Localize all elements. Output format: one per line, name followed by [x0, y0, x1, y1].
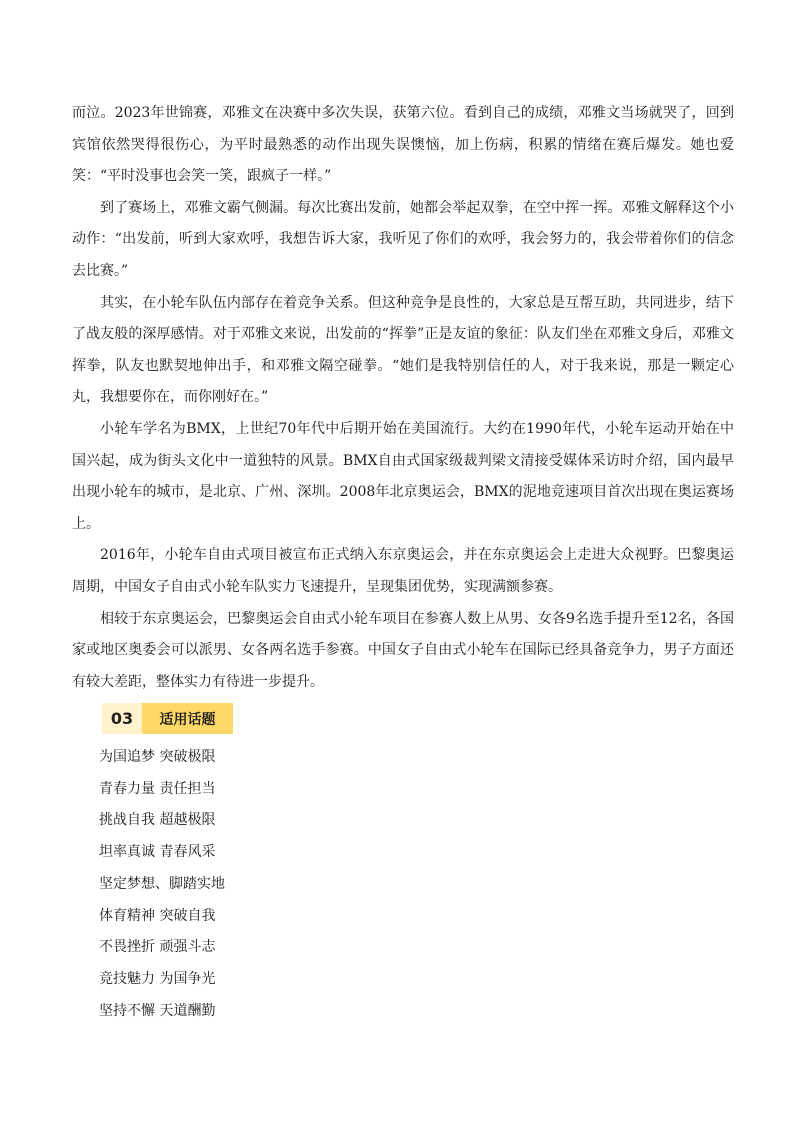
article-body	[72, 98, 734, 698]
topic-item: 体育精神 突破自我	[99, 907, 216, 924]
topic-item: 坚定梦想、脚踏实地	[99, 875, 225, 892]
paragraph: 小轮车学名为BMX，上世纪70年代中后期开始在美国流行。大约在1990年代，小轮车运动开始在中国兴起，成为街头文化中一道独特的风景。BMX自由式国家级裁判梁文清接受媒体采访时介绍，国内最早出现小轮车的城市，是北京、广州、深圳。2008年北京奥运会，BMX的泥地竞速项目首次出现在奥运赛场上。	[72, 420, 734, 532]
topic-item: 竞技魅力 为国争光	[99, 970, 216, 987]
topic-list	[99, 742, 225, 1027]
paragraph: 相较于东京奥运会，巴黎奥运会自由式小轮车项目在参赛人数上从男、女各9名选手提升至12名，各国家或地区奥委会可以派男、女各两名选手参赛。中国女子自由式小轮车在国际已经具备竞争力，男子方面还有较大差距，整体实力有待进一步提升。	[72, 610, 734, 690]
section-number: 03	[102, 703, 142, 734]
topic-item: 坦率真诚 青春风采	[99, 844, 216, 861]
paragraph: 而泣。2023年世锦赛，邓雅文在决赛中多次失误，获第六位。看到自己的成绩，邓雅文当场就哭了，回到宾馆依然哭得很伤心，为平时最熟悉的动作出现失误懊恼，加上伤病，积累的情绪在赛后爆发。她也爱笑：“平时没事也会笑一笑，跟疯子一样。”	[72, 105, 734, 185]
topic-item: 为国追梦 突破极限	[99, 749, 216, 765]
paragraph: 2016年，小轮车自由式项目被宣布正式纳入东京奥运会，并在东京奥运会上走进大众视野。巴黎奥运周期，中国女子自由式小轮车队实力飞速提升，呈现集团优势，实现满额参赛。	[72, 547, 734, 595]
section-header	[102, 703, 233, 734]
paragraph: 到了赛场上，邓雅文霸气侧漏。每次比赛出发前，她都会举起双拳，在空中挥一挥。邓雅文解释这个小动作：“出发前，听到大家欢呼，我想告诉大家，我听见了你们的欢呼，我会努力的，我会带着你们的信念去比赛。”	[72, 199, 734, 279]
topic-item: 坚持不懈 天道酬勤	[99, 1002, 216, 1019]
paragraph: 其实，在小轮车队伍内部存在着竞争关系。但这种竞争是良性的，大家总是互帮互助，共同进步，结下了战友般的深厚感情。对于邓雅文来说，出发前的“挥拳”正是友谊的象征：队友们坐在邓雅文身后，邓雅文挥拳，队友也默契地伸出手，和邓雅文隔空碰拳。“她们是我特别信任的人，对于我来说，那是一颗定心丸，我想要你在，而你刚好在。”	[72, 294, 734, 406]
topic-item: 青春力量 责任担当	[99, 780, 216, 797]
topic-item: 不畏挫折 顽强斗志	[99, 939, 216, 956]
section-title: 适用话题	[142, 703, 233, 734]
topic-item: 挑战自我 超越极限	[99, 812, 216, 829]
